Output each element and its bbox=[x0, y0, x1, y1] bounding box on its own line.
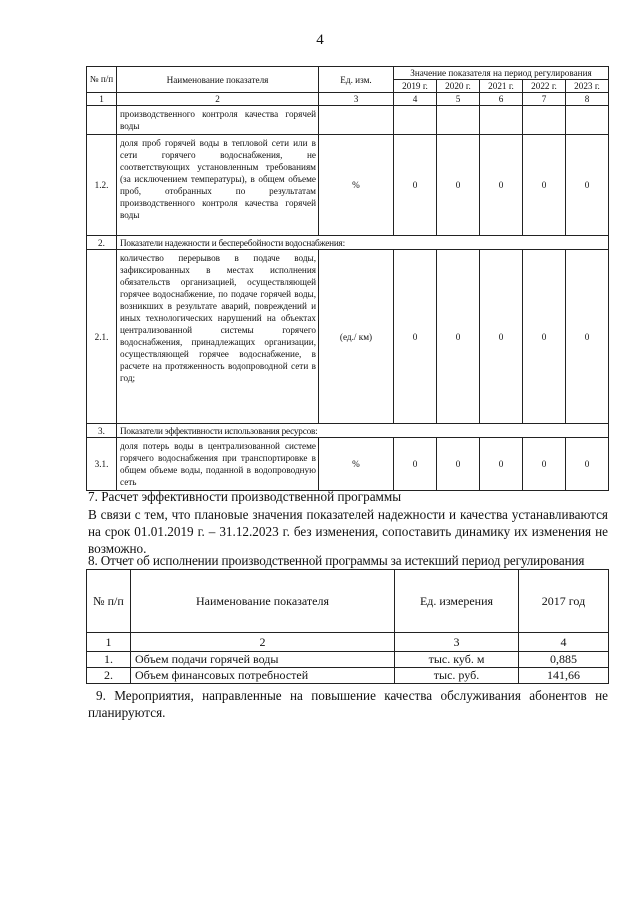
row-value: 0 bbox=[394, 135, 437, 236]
col-number: 2 bbox=[117, 93, 319, 106]
row-value: 0,885 bbox=[519, 652, 609, 668]
row-value: 0 bbox=[394, 250, 437, 424]
header-year: 2019 г. bbox=[394, 80, 437, 93]
header-year: 2023 г. bbox=[566, 80, 609, 93]
indicators-table bbox=[86, 66, 609, 491]
row-name: Объем подачи горячей воды bbox=[131, 652, 395, 668]
row-value: 0 bbox=[523, 135, 566, 236]
header-num: № п/п bbox=[87, 67, 117, 93]
row-num: 2. bbox=[87, 236, 117, 250]
col-number: 1 bbox=[87, 93, 117, 106]
row-name: производственного контроля качества горячей воды bbox=[117, 106, 319, 135]
table-row-2-1 bbox=[87, 250, 609, 424]
row-value: 0 bbox=[394, 438, 437, 491]
row-num: 1.2. bbox=[87, 135, 117, 236]
row-value: 0 bbox=[523, 250, 566, 424]
row-unit: тыс. руб. bbox=[395, 668, 519, 684]
report-table bbox=[86, 569, 609, 684]
row-value: 0 bbox=[480, 250, 523, 424]
row-name: доля потерь воды в централизованной системе горячего водоснабжения при транспортировке в общем объеме воды, поданной в водопроводную сеть bbox=[117, 438, 319, 491]
header-unit: Ед. измерения bbox=[395, 570, 519, 633]
section-row-3 bbox=[87, 424, 609, 438]
row-num: 3. bbox=[87, 424, 117, 438]
section-7-text: В связи с тем, что плановые значения показателей надежности и качества устанавливаются на срок 01.01.2019 г. – 31.12.2023 г. без изменения, сопоставить динамику их изменения не возможно. bbox=[88, 507, 608, 556]
header-name: Наименование показателя bbox=[117, 67, 319, 93]
row-value: 0 bbox=[566, 438, 609, 491]
row-unit: тыс. куб. м bbox=[395, 652, 519, 668]
row-value: 141,66 bbox=[519, 668, 609, 684]
header-year: 2022 г. bbox=[523, 80, 566, 93]
row-unit: % bbox=[319, 135, 394, 236]
col-number: 5 bbox=[437, 93, 480, 106]
row-value: 0 bbox=[480, 135, 523, 236]
col-number: 3 bbox=[395, 633, 519, 652]
table-row bbox=[87, 668, 609, 684]
row-value: 0 bbox=[566, 250, 609, 424]
row-unit: % bbox=[319, 438, 394, 491]
header-period: Значение показателя на период регулирования bbox=[394, 67, 609, 80]
row-num: 2.1. bbox=[87, 250, 117, 424]
row-value: 0 bbox=[566, 135, 609, 236]
col-number: 3 bbox=[319, 93, 394, 106]
row-num: 2. bbox=[87, 668, 131, 684]
row-value: 0 bbox=[480, 438, 523, 491]
section-row-2 bbox=[87, 236, 609, 250]
row-name: количество перерывов в подаче воды, зафиксированных в местах исполнения обязательств организацией, осуществляющей горячее водоснабжение, по подаче горячей воды, возникших в результате аварий, повреждений и иных технологических нарушений на объектах централизованной системы горячего водоснабжения, принадлежащих организации, осуществляющей горячее водоснабжение, в расчете на протяженность водопроводной сети в год; bbox=[117, 250, 319, 424]
page-number: 4 bbox=[316, 32, 324, 48]
row-unit: (ед./ км) bbox=[319, 250, 394, 424]
table-row-3-1 bbox=[87, 438, 609, 491]
col-number: 8 bbox=[566, 93, 609, 106]
section-7-heading: 7. Расчет эффективности производственной программы bbox=[88, 489, 402, 504]
section-title: Показатели эффективности использования ресурсов: bbox=[117, 424, 609, 438]
col-number: 1 bbox=[87, 633, 131, 652]
table-row bbox=[87, 652, 609, 668]
col-number: 2 bbox=[131, 633, 395, 652]
section-8-heading: 8. Отчет об исполнении производственной программы за истекший период регулирования bbox=[88, 553, 585, 568]
header-name: Наименование показателя bbox=[131, 570, 395, 633]
col-number: 7 bbox=[523, 93, 566, 106]
header-year: 2021 г. bbox=[480, 80, 523, 93]
section-title: Показатели надежности и бесперебойности водоснабжения: bbox=[117, 236, 609, 250]
section-9-text: 9. Мероприятия, направленные на повышение качества обслуживания абонентов не планируются. bbox=[88, 688, 608, 720]
row-name: Объем финансовых потребностей bbox=[131, 668, 395, 684]
col-number: 4 bbox=[519, 633, 609, 652]
row-value: 0 bbox=[437, 438, 480, 491]
header-year: 2020 г. bbox=[437, 80, 480, 93]
row-num: 3.1. bbox=[87, 438, 117, 491]
col-number: 4 bbox=[394, 93, 437, 106]
row-num: 1. bbox=[87, 652, 131, 668]
column-numbers-row bbox=[87, 93, 609, 106]
row-value: 0 bbox=[523, 438, 566, 491]
table-row-continued bbox=[87, 106, 609, 135]
header-year: 2017 год bbox=[519, 570, 609, 633]
col-number: 6 bbox=[480, 93, 523, 106]
row-value: 0 bbox=[437, 250, 480, 424]
table-row-1-2 bbox=[87, 135, 609, 236]
column-numbers-row bbox=[87, 633, 609, 652]
row-name: доля проб горячей воды в тепловой сети или в сети горячего водоснабжения, не соответствующих установленным требованиям (за исключением температуры), в общем объеме проб, отобранных по результатам производственного контроля качества горячей воды bbox=[117, 135, 319, 236]
row-value: 0 bbox=[437, 135, 480, 236]
header-unit: Ед. изм. bbox=[319, 67, 394, 93]
header-num: № п/п bbox=[87, 570, 131, 633]
